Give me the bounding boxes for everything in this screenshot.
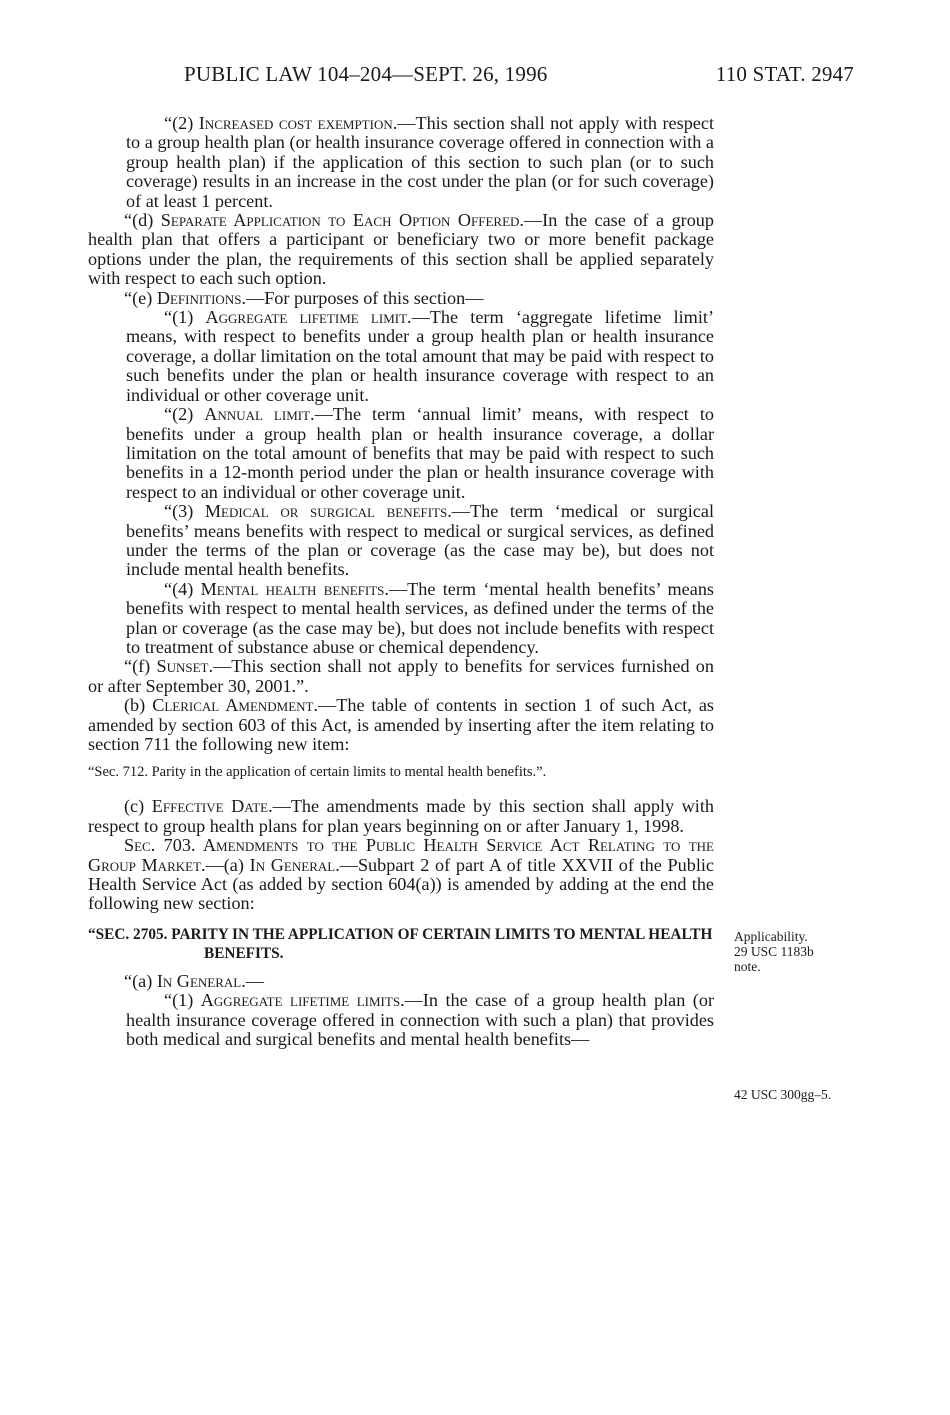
margin-note-applicability: Applicability. 29 USC 1183b note.: [734, 929, 814, 974]
paragraph-aggregate-lifetime-limits: “(1) Aggregate lifetime limits.—In the case of a group health plan (or health insurance coverage offered in connection with such a plan) that provides both medical and surgical benefits and mental health benefits—: [126, 990, 715, 1050]
section-703-heading: Sec. 703. Amendments to the Public Health Service Act Relating to the Group Market.—(a) In General.—Subpart 2 of part A of title XXVII of the Public Health Service Act (as added by section 604(a)) is amended by adding at the end the following new section:: [88, 835, 714, 914]
header-law-date: PUBLIC LAW 104–204—SEPT. 26, 1996: [184, 62, 548, 86]
document-body: [88, 114, 714, 1049]
table-of-contents-item: “Sec. 712. Parity in the application of certain limits to mental health benefits.”.: [88, 764, 547, 781]
paragraph-definitions: “(e) Definitions.—For purposes of this section—: [124, 287, 484, 308]
paragraph-in-general: “(a) In General.—: [124, 970, 264, 991]
paragraph-sunset: “(f) Sunset.—This section shall not apply to benefits for services furnished on or after September 30, 2001.”.: [88, 656, 714, 696]
paragraph-effective-date: (c) Effective Date.—The amendments made by this section shall apply with respect to group health plans for plan years beginning on or after January 1, 1998.: [88, 796, 714, 836]
paragraph-aggregate-lifetime-limit: “(1) Aggregate lifetime limit.—The term ‘aggregate lifetime limit’ means, with respect to benefits under a group health plan or health insurance coverage, a dollar limitation on the total amount that may be paid with respect to such benefits under the plan or health insurance coverage with respect to an individual or other coverage unit.: [126, 307, 714, 405]
paragraph-mental-health-benefits: “(4) Mental health benefits.—The term ‘mental health benefits’ means benefits with respect to mental health services, as defined under the terms of the plan or coverage (as the case may be), but does not include benefits with respect to treatment of substance abuse or chemical dependency.: [126, 578, 714, 657]
paragraph-separate-application: “(d) Separate Application to Each Option Offered.—In the case of a group health plan that offers a participant or beneficiary two or more benefit package options under the plan, the requirements of this section shall be applied separately with respect to each such option.: [88, 210, 714, 289]
paragraph-medical-surgical-benefits: “(3) Medical or surgical benefits.—The term ‘medical or surgical benefits’ means benefits with respect to medical or surgical services, as defined under the terms of the plan or coverage (as the case may be), but does not include mental health benefits.: [126, 501, 714, 580]
paragraph-annual-limit: “(2) Annual limit.—The term ‘annual limit’ means, with respect to benefits under a group health plan or health insurance coverage, a dollar limitation on the total amount of benefits that may be paid with respect to such benefits in a 12-month period under the plan or health insurance coverage with respect to an individual or other coverage unit.: [126, 404, 714, 502]
section-2705-heading: “SEC. 2705. PARITY IN THE APPLICATION OF CERTAIN LIMITS TO MENTAL HEALTH BENEFITS.: [88, 925, 713, 962]
margin-note-usc-citation: 42 USC 300gg–5.: [734, 1087, 832, 1102]
paragraph-clerical-amendment: (b) Clerical Amendment.—The table of contents in section 1 of such Act, as amended by section 603 of this Act, is amended by inserting after the item relating to section 711 the following new item:: [88, 695, 714, 754]
header-stat-page: 110 STAT. 2947: [715, 62, 854, 86]
paragraph-increased-cost-exemption: “(2) Increased cost exemption.—This section shall not apply with respect to a group health plan (or health insurance coverage offered in connection with a group health plan) if the application of this section to such plan (or to such coverage) results in an increase in the cost under the plan (or for such coverage) of at least 1 percent.: [126, 113, 715, 211]
